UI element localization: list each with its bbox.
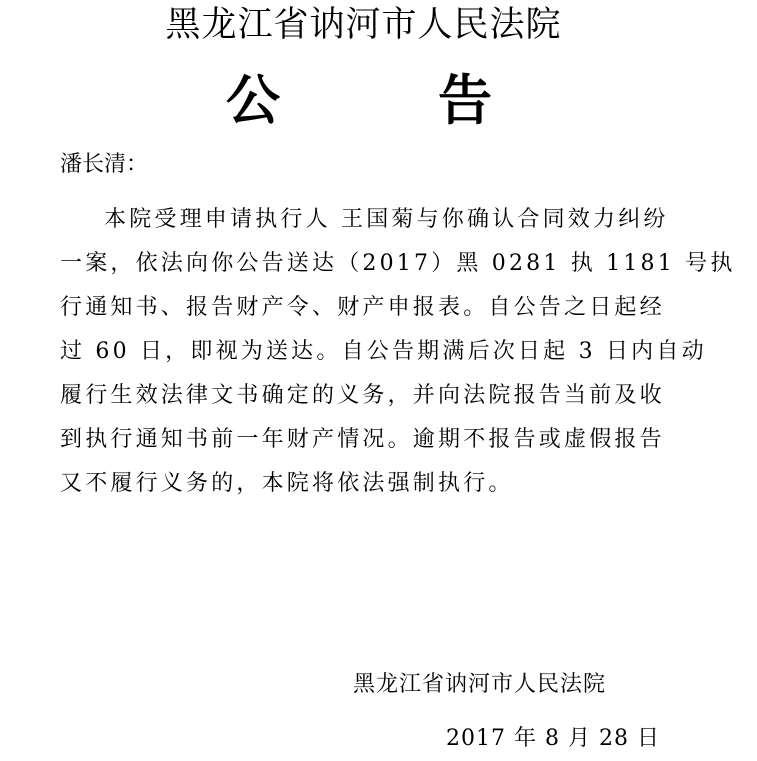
notice-date: 2017 年 8 月 28 日	[446, 726, 660, 751]
court-name-heading: 黑龙江省讷河市人民法院	[165, 5, 562, 45]
notice-body-line: 过 60 日，即视为送达。自公告期满后次日起 3 日内自动	[60, 339, 707, 364]
notice-body-line: 到执行通知书前一年财产情况。逾期不报告或虚假报告	[60, 427, 665, 452]
notice-title	[226, 66, 496, 136]
court-signature: 黑龙江省讷河市人民法院	[353, 672, 607, 697]
addressee: 潘长清：	[60, 152, 149, 177]
notice-body	[60, 198, 736, 506]
notice-body-line: 履行生效法律文书确定的义务，并向法院报告当前及收	[60, 383, 665, 408]
notice-body-line: 本院受理申请执行人 王国菊与你确认合同效力纠纷	[104, 207, 669, 232]
notice-title-char-2: 告	[438, 69, 492, 132]
notice-body-line: 行通知书、报告财产令、财产申报表。自公告之日起经	[60, 295, 665, 320]
notice-body-line: 一案，依法向你公告送达（2017）黑 0281 执 1181 号执	[60, 251, 736, 276]
notice-body-line: 又不履行义务的，本院将依法强制执行。	[60, 471, 514, 496]
notice-title-char-1: 公	[226, 69, 280, 132]
